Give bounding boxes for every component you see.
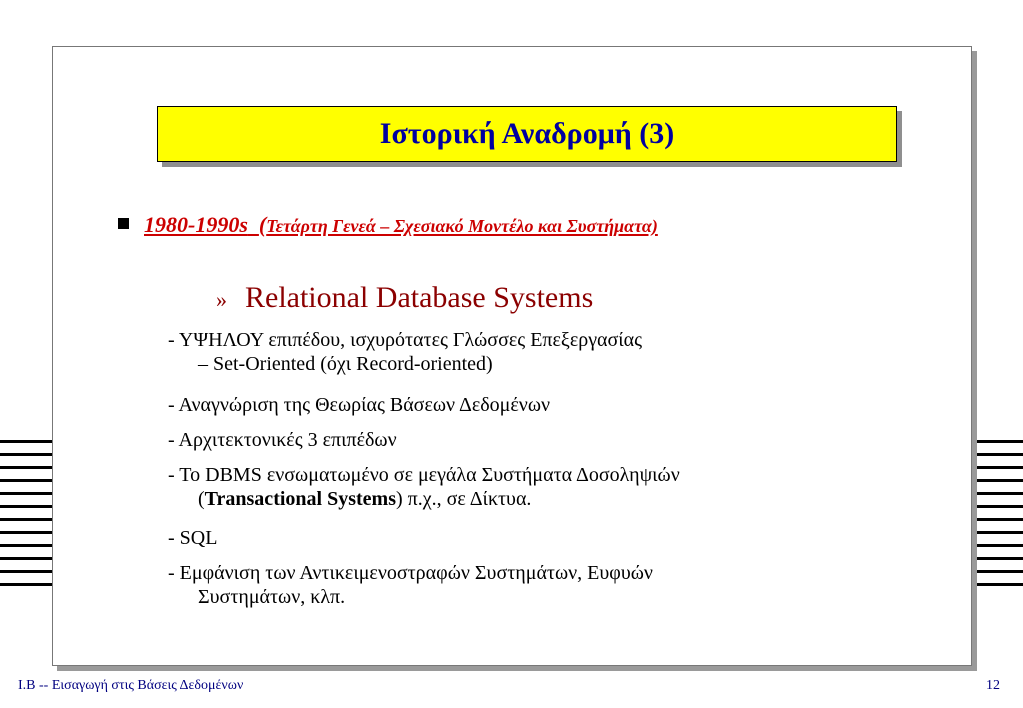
item-line: - Αρχιτεκτονικές 3 επιπέδων	[168, 429, 397, 451]
right-decorative-stripes	[971, 440, 1023, 596]
item-line: - Εμφάνιση των Αντικειμενοστραφών Συστημάτων, Ευφυών	[168, 562, 653, 584]
main-bullet	[118, 212, 658, 238]
item-line: - Το DBMS ενσωματωμένο σε μεγάλα Συστήματα Δοσοληψιών	[168, 464, 680, 486]
bullet-description: Τετάρτη Γενεά – Σχεσιακό Μοντέλο και Συστήματα)	[266, 216, 658, 236]
bullet-years: 1980-1990s	[144, 212, 248, 237]
subheading-marker: »	[216, 287, 227, 312]
subheading	[216, 281, 593, 315]
subheading-text: Relational Database Systems	[245, 281, 594, 314]
page-number: 12	[986, 678, 1000, 693]
item-continuation	[168, 487, 680, 511]
list-item	[168, 428, 397, 452]
slide-title-box	[157, 106, 897, 162]
item-line: - Αναγνώριση της Θεωρίας Βάσεων Δεδομένων	[168, 394, 551, 416]
footer-title: I.B -- Εισαγωγή στις Βάσεις Δεδομένων	[18, 678, 244, 693]
slide-title: Ιστορική Αναδρομή (3)	[379, 117, 675, 150]
square-bullet-icon	[118, 218, 129, 229]
list-item	[168, 526, 217, 550]
list-item	[168, 328, 642, 376]
bullet-paren: (	[258, 212, 267, 237]
left-decorative-stripes	[0, 440, 52, 596]
item-continuation: Συστημάτων, κλπ.	[198, 586, 346, 608]
item-suffix: ) π.χ., σε Δίκτυα.	[395, 488, 532, 510]
item-line: - SQL	[168, 527, 218, 549]
item-bold-term: Transactional Systems	[204, 488, 396, 510]
item-prefix: (	[198, 488, 205, 510]
list-item	[168, 393, 550, 417]
main-bullet-text	[144, 212, 658, 238]
list-item	[168, 463, 680, 511]
item-continuation: – Set-Oriented (όχι Record-oriented)	[198, 353, 493, 375]
item-line: - ΥΨΗΛΟΥ επιπέδου, ισχυρότατες Γλώσσες Επεξεργασίας	[168, 329, 643, 351]
list-item	[168, 561, 653, 609]
